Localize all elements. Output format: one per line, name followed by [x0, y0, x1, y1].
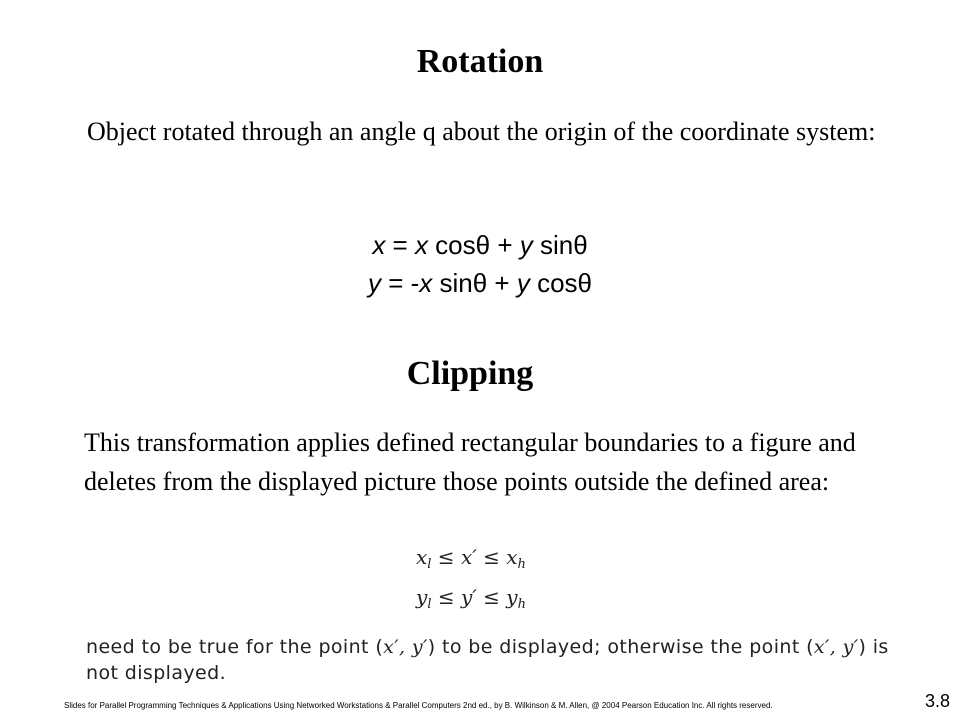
eq2-term2-fn: cosθ — [529, 268, 592, 298]
eq2-term1-var: x — [419, 268, 433, 298]
rotation-description: Object rotated through an angle q about the origin of the coordinate system: — [87, 117, 876, 146]
note-point2: x′, y′ — [813, 636, 859, 658]
eq2-term2-var: y — [516, 268, 530, 298]
ineq-y-rel1: ≤ — [431, 585, 461, 609]
slide-footer-credit: Slides for Parallel Programming Techniques & Applications Using Networked Workstations & Parallel Computers 2nd ed., by B. Wilkinson & M. Allen, @ 2004 Pearson Education Inc. All rights reserved. — [64, 701, 773, 710]
rotation-equation-x — [0, 226, 960, 264]
ineq-x-hi-var: x — [506, 545, 518, 569]
eq2-lhs-var: y — [367, 268, 381, 298]
ineq-x-rel1: ≤ — [431, 545, 461, 569]
eq1-term1-fn: cosθ — [427, 230, 491, 260]
note-part3: ) is not displayed. — [86, 636, 889, 684]
eq1-operator: = — [385, 230, 415, 260]
eq1-lhs-var: x — [372, 230, 386, 260]
eq1-term1-var: x — [414, 230, 428, 260]
eq2-plus: + — [487, 268, 517, 298]
eq2-term1-fn: sinθ — [432, 268, 488, 298]
clipping-condition-note — [86, 634, 916, 686]
note-part2: ) to be displayed; otherwise the point ( — [427, 636, 814, 658]
ineq-y-lo-sub: l — [427, 597, 432, 612]
eq1-plus: + — [490, 230, 520, 260]
ineq-y-hi-sub: h — [517, 597, 526, 612]
rotation-title: Rotation — [416, 43, 544, 80]
eq1-term2-fn: sinθ — [532, 230, 588, 260]
note-point1: x′, y′ — [383, 636, 428, 658]
eq2-operator: = - — [380, 268, 420, 298]
ineq-y-rel2: ≤ — [476, 585, 507, 609]
note-part1: need to be true for the point ( — [86, 636, 384, 658]
ineq-y-hi-var: y — [506, 585, 518, 609]
ineq-x-lo-var: x — [416, 545, 428, 569]
ineq-x-lo-sub: l — [427, 557, 432, 572]
slide-number: 3.8 — [924, 691, 950, 711]
eq1-term2-var: y — [519, 230, 533, 260]
rotation-equation-y — [0, 264, 960, 302]
clipping-inequality-y — [416, 583, 526, 619]
ineq-y-mid: y′ — [460, 585, 477, 609]
ineq-x-rel2: ≤ — [476, 545, 507, 569]
clipping-title: Clipping — [406, 355, 534, 392]
ineq-x-hi-sub: h — [517, 557, 526, 572]
clipping-inequality-x — [416, 543, 526, 579]
clipping-description: This transformation applies defined rectangular boundaries to a figure and deletes from the displayed picture those points outside the defined area: — [84, 428, 856, 496]
ineq-y-lo-var: y — [416, 585, 428, 609]
ineq-x-mid: x′ — [460, 545, 477, 569]
